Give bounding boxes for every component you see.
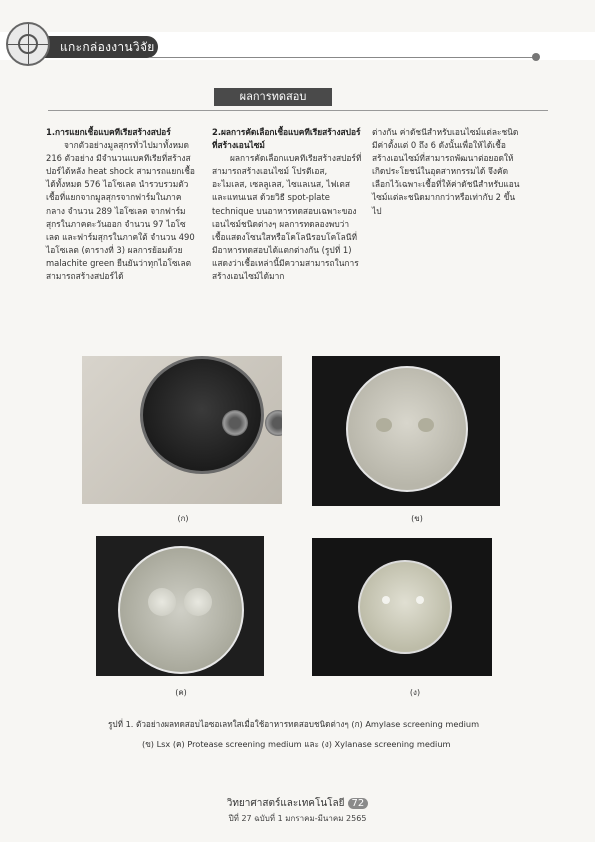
figure-caption-line-1: รูปที่ 1. ตัวอย่างผลทดสอบไอซอเลทใสเมื่อใช้อาหารทดสอบชนิดต่างๆ (ก) Amylase screening medium xyxy=(108,719,480,729)
column-3 xyxy=(372,126,522,218)
figure-label-a: (ก) xyxy=(177,514,189,523)
figure-photo-c xyxy=(96,536,264,676)
colony-spot xyxy=(376,418,392,432)
figure-photo-b xyxy=(312,356,500,506)
footer-journal xyxy=(0,796,595,811)
page-number: 72 xyxy=(348,798,369,809)
figure-photo-d xyxy=(312,538,492,676)
header-rule xyxy=(150,57,535,58)
col3-body: ต่างกัน ค่าดัชนีสำหรับเอนไซม์แต่ละชนิดมีค่าตั้งแต่ 0 ถึง 6 ดังนั้นเพื่อให้ได้เชื้อสร้างเอนไซม์ที่สามารถพัฒนาต่อยอดให้เกิดประโยชน์ในอุตสาหกรรมได้ จึงคัดเลือกไว้เฉพาะเชื้อที่ให้ค่าดัชนีสำหรับแอนไซม์แต่ละชนิดมากกว่าหรือเท่ากับ 2 ขึ้นไป xyxy=(372,127,520,216)
journal-name: วิทยาศาสตร์และเทคโนโลยี xyxy=(226,798,345,809)
figure-label-d: (ง) xyxy=(409,688,421,697)
column-1 xyxy=(46,126,196,283)
col1-heading: 1.การแยกเชื้อแบคทีเรียสร้างสปอร์ xyxy=(46,127,171,137)
figure-label-b: (ข) xyxy=(411,514,423,523)
colony-spot xyxy=(148,588,176,616)
col2-heading: 2.ผลการคัดเลือกเชื้อแบคทีเรียสร้างสปอร์ที่สร้างเอนไซม์ xyxy=(212,127,361,151)
col2-body: ผลการคัดเลือกแบคทีเรียสร้างสปอร์ที่สามารถสร้างเอนไซม์ โปรตีเอส, อะไมเลส, เซลลูเลส, ไซแลเนส, ไฟเตส และแทนเนส ด้วยวิธี spot-plate technique บนอาหารทดสอบเฉพาะของเอนไซม์ชนิดต่างๆ ผลการทดลองพบว่าเชื้อแสดงโซนใสหรือโคโลนีรอบโคโลนีที่มีอาหารทดสอบได้แตกต่างกัน (รูปที่ 1) แสดงว่าเชื้อเหล่านี้มีความสามารถในการสร้างเอนไซม์ได้มาก xyxy=(212,153,362,282)
colony-spot xyxy=(382,596,390,604)
header-title: แกะกล่องงานวิจัย xyxy=(60,40,155,54)
section-heading: ผลการทดสอบ xyxy=(214,88,332,106)
colony-spot xyxy=(222,410,248,436)
footer-issue: ปีที่ 27 ฉบับที่ 1 มกราคม-มีนาคม 2565 xyxy=(228,814,367,823)
header-dot xyxy=(532,53,540,61)
petri-dish-d xyxy=(358,560,452,654)
figure-label-c: (ค) xyxy=(175,688,187,697)
target-logo-icon xyxy=(6,22,50,66)
section-rule xyxy=(48,110,548,111)
figure-caption-line-2: (ข) Lsx (ค) Protease screening medium และ (ง) Xylanase screening medium xyxy=(142,739,451,749)
figure-photo-a xyxy=(82,356,282,504)
col1-body: จากตัวอย่างมูลสุกรทั่วไปมาทั้งหมด 216 ตัวอย่าง มีจำนวนแบคทีเรียที่สร้างสปอร์ได้หลัง heat shock สามารถแยกเชื้อได้ทั้งหมด 576 ไอโซเลต นำรวบรวมตัวเชื้อที่แยกจากมูลสุกรจากฟาร์มในภาคกลาง จำนวน 289 ไอโซเลต จากฟาร์มสุกรในภาคตะวันออก จำนวน 97 ไอโซเลต และฟาร์มสุกรในภาคใต้ จำนวน 490 ไอโซเลต (ตารางที่ 3) ผลการย้อมด้วย malachite green ยืนยันว่าทุกไอโซเลตสามารถสร้างสปอร์ได้ xyxy=(46,140,195,282)
column-2 xyxy=(212,126,362,283)
colony-spot xyxy=(265,410,282,436)
petri-dish-b xyxy=(346,366,468,492)
petri-dish-c xyxy=(118,546,244,674)
colony-spot xyxy=(416,596,424,604)
colony-spot xyxy=(418,418,434,432)
colony-spot xyxy=(184,588,212,616)
